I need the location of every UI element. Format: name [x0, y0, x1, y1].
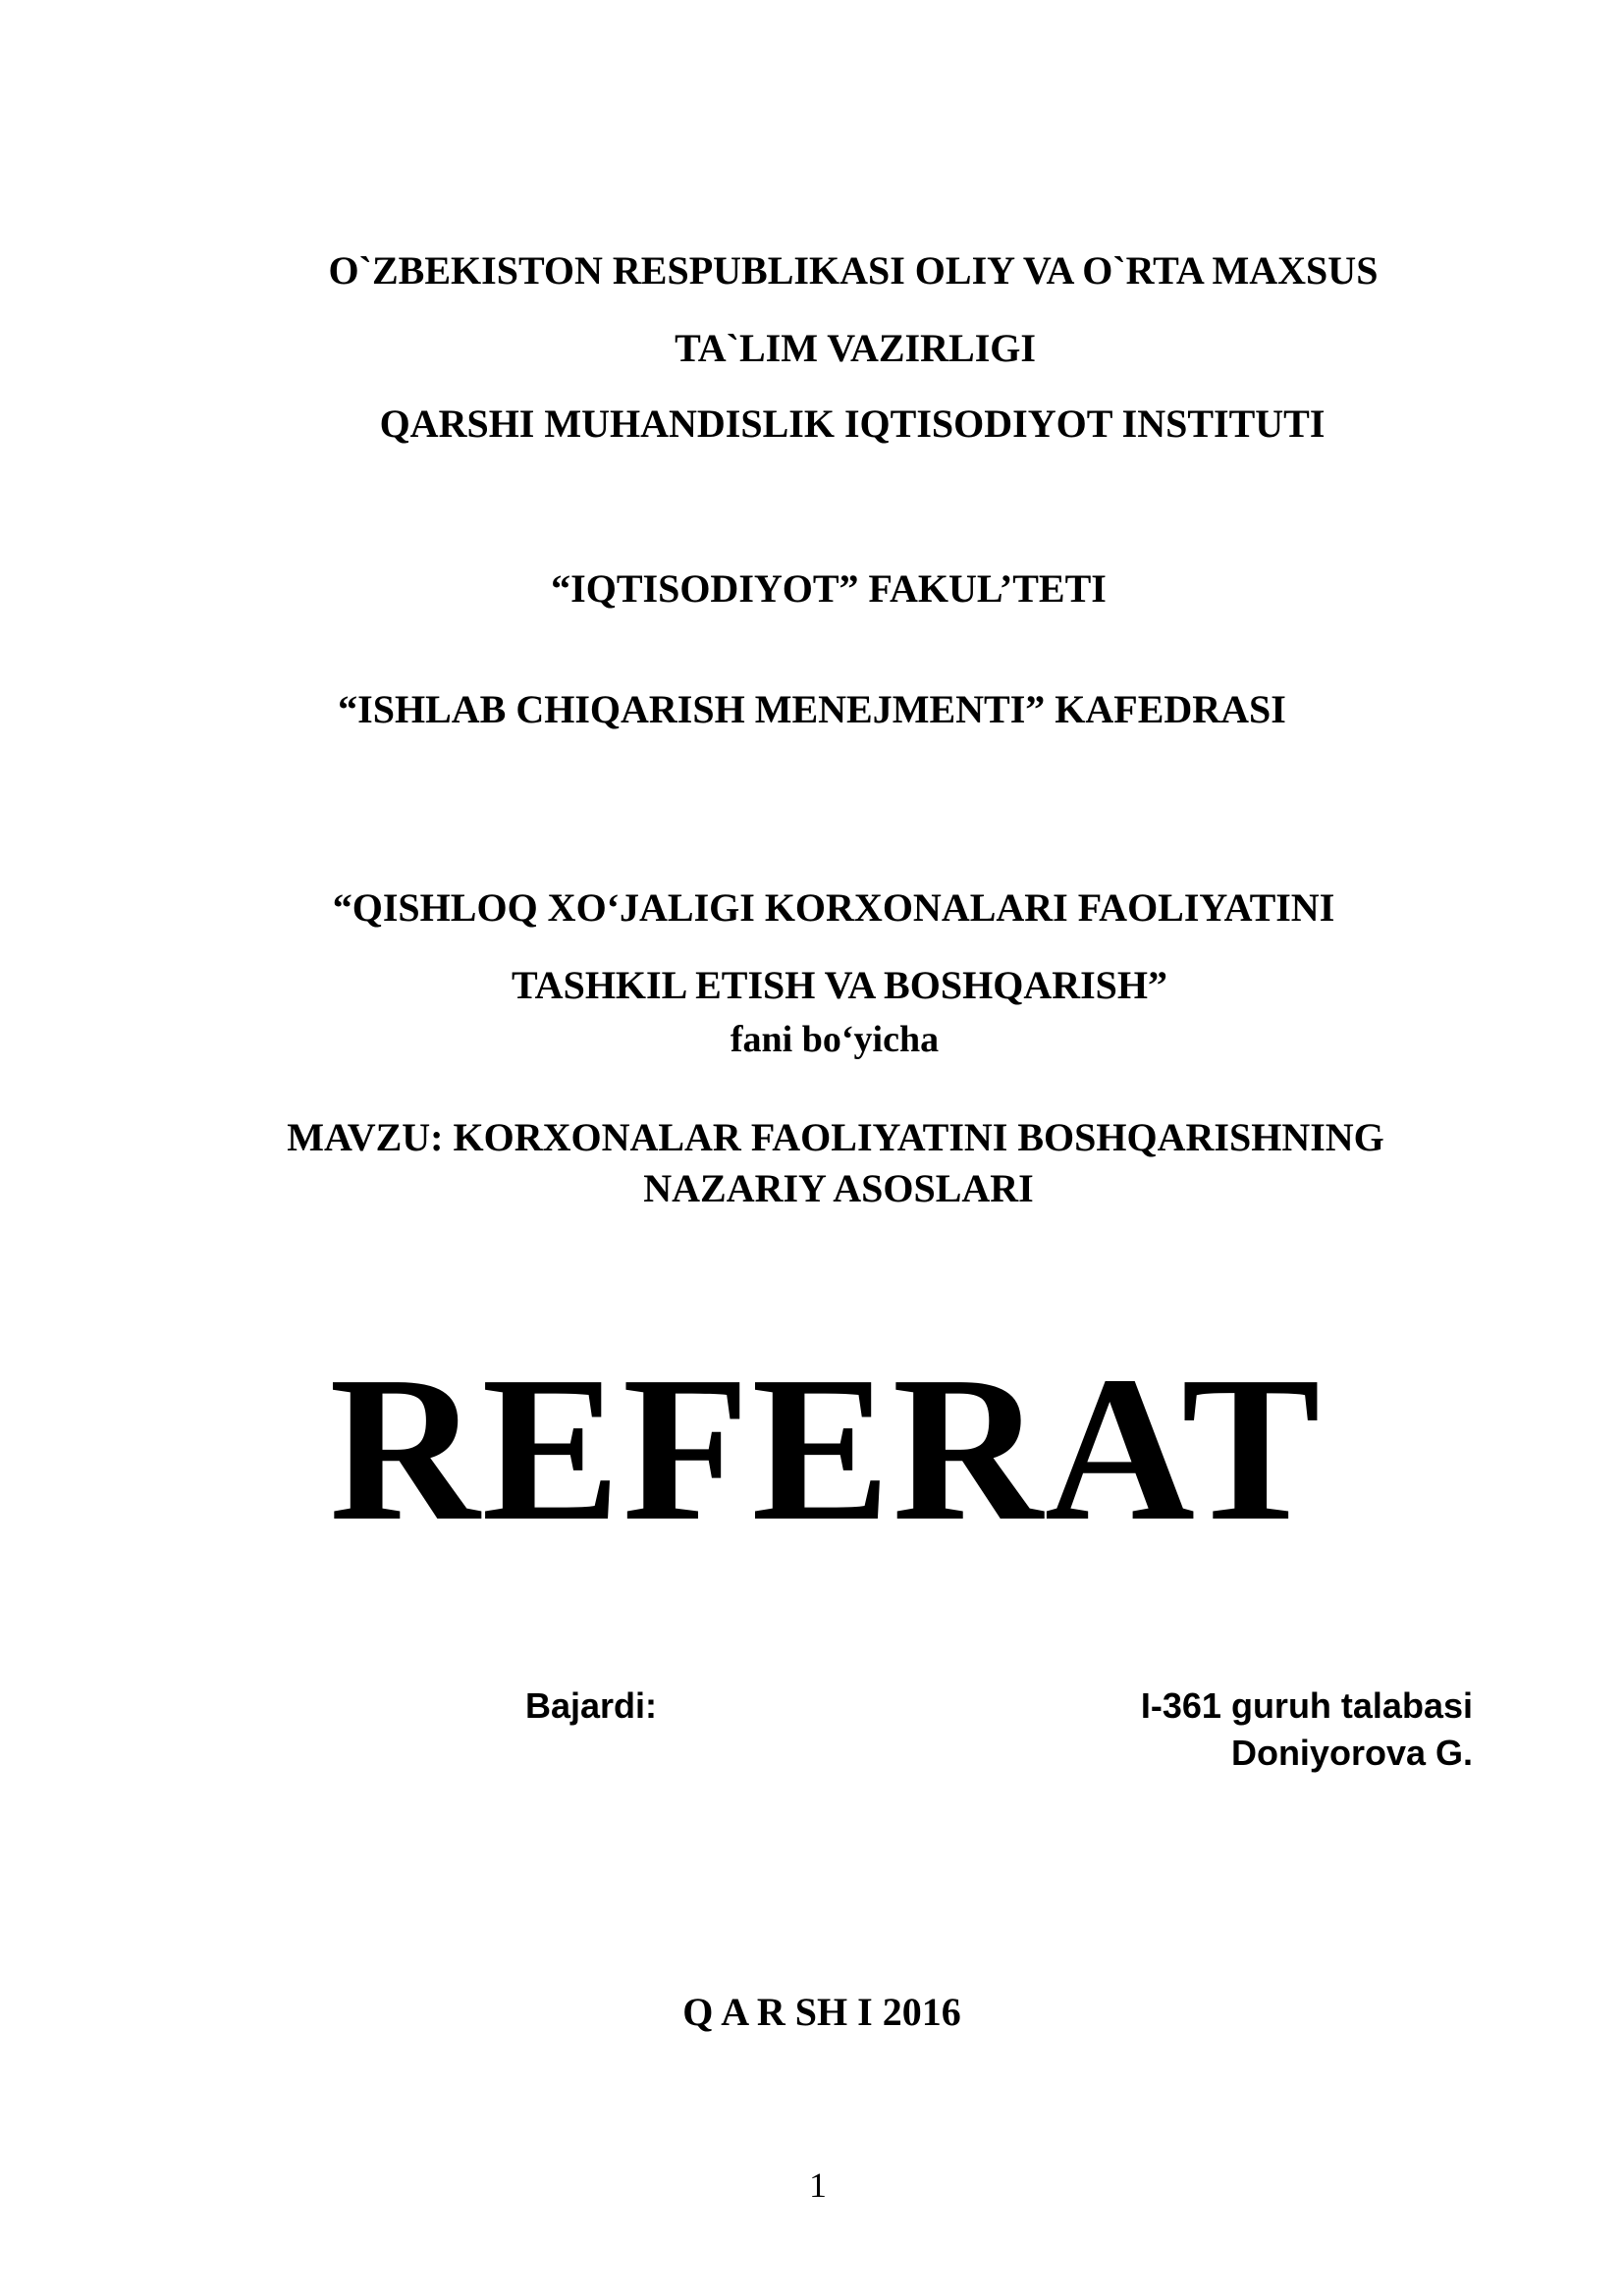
- subject-line-2: TASHKIL ETISH VA BOSHQARISH”: [511, 963, 1168, 1007]
- city-year: Q A R SH I 2016: [682, 1990, 961, 2034]
- institute-name: QARSHI MUHANDISLIK IQTISODIYOT INSTITUTI: [379, 401, 1326, 446]
- author-label: Bajardi:: [525, 1685, 658, 1726]
- subject-line-1: “QISHLOQ XO‘JALIGI KORXONALARI FAOLIYATINI: [332, 885, 1335, 930]
- page-number: 1: [809, 2165, 827, 2205]
- topic-line-1: MAVZU: KORXONALAR FAOLIYATINI BOSHQARISHNING: [287, 1115, 1384, 1159]
- ministry-line-2: TA`LIM VAZIRLIGI: [675, 326, 1036, 370]
- document-title: REFERAT: [329, 1333, 1323, 1564]
- subject-line-3: fani bo‘yicha: [730, 1019, 940, 1060]
- author-name: Doniyorova G.: [1230, 1733, 1473, 1773]
- faculty-name: “IQTISODIYOT” FAKUL’TETI: [551, 566, 1107, 611]
- author-group: I-361 guruh talabasi: [1140, 1685, 1473, 1726]
- topic-line-2: NAZARIY ASOSLARI: [643, 1166, 1034, 1210]
- department-name: “ISHLAB CHIQARISH MENEJMENTI” KAFEDRASI: [338, 687, 1286, 731]
- ministry-line-1: O`ZBEKISTON RESPUBLIKASI OLIY VA O`RTA MAXSUS: [328, 248, 1379, 293]
